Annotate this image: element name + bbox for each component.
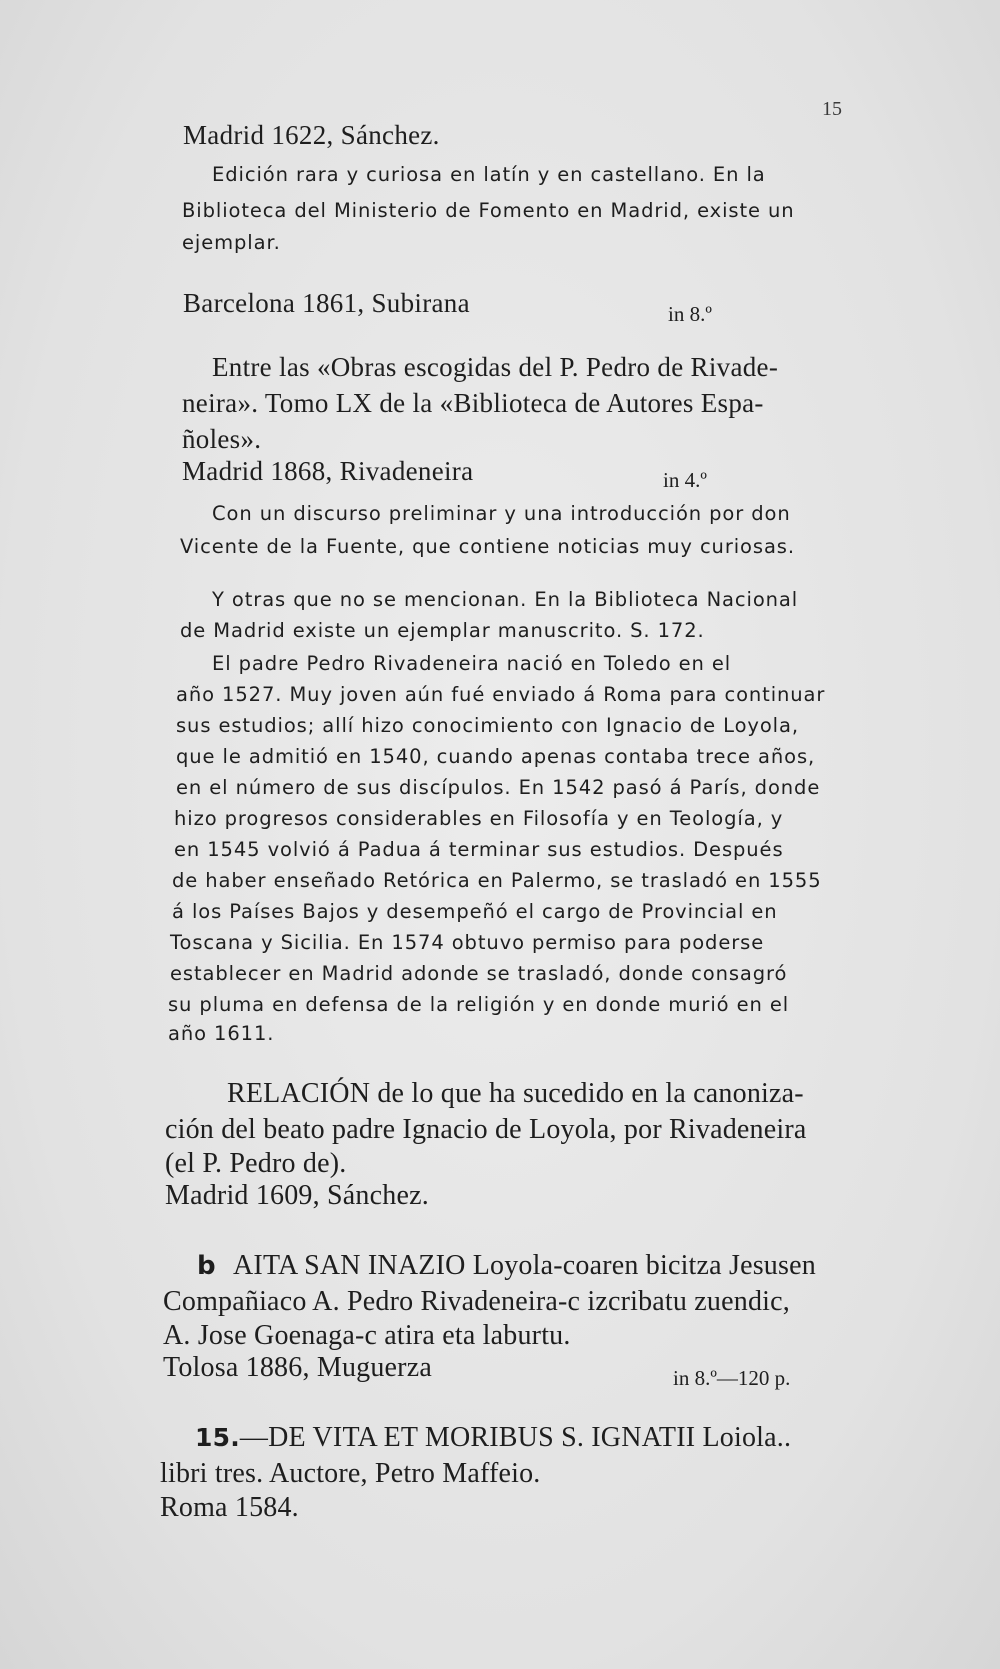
entry-heading-line (197, 1250, 816, 1282)
entry-note: Con un discurso preliminar y una introducción por don (212, 502, 791, 525)
entry-number: 15. (195, 1423, 240, 1452)
bio-line: El padre Pedro Rivadeneira nació en Toledo en el (212, 652, 732, 675)
entry-text: Compañiaco A. Pedro Rivadeneira-c izcribatu zuendic, (163, 1286, 790, 1317)
entry-note: de Madrid existe un ejemplar manuscrito. S. 172. (180, 619, 705, 642)
entry-note: Y otras que no se mencionan. En la Biblioteca Nacional (212, 588, 799, 611)
entry-text: ción del beato padre Ignacio de Loyola, por Rivadeneira (165, 1114, 807, 1145)
entry-text: ñoles». (182, 424, 262, 454)
entry-title: —DE VITA ET MORIBUS S. IGNATII Loiola.. (239, 1422, 792, 1453)
entry-imprint: Roma 1584. (160, 1492, 299, 1523)
entry-text: RELACIÓN de lo que ha sucedido en la canoniza- (227, 1078, 804, 1109)
bio-line: su pluma en defensa de la religión y en donde murió en el (168, 993, 790, 1016)
entry-format: in 8.º (668, 302, 712, 326)
entry-text: libri tres. Auctore, Petro Maffeio. (160, 1458, 541, 1489)
entry-marker: b (197, 1251, 216, 1281)
entry-imprint: Madrid 1622, Sánchez. (183, 120, 440, 150)
entry-note: Vicente de la Fuente, que contiene noticias muy curiosas. (180, 535, 795, 558)
entry-text: A. Jose Goenaga-c atira eta laburtu. (163, 1320, 571, 1351)
bio-line: de haber enseñado Retórica en Palermo, se trasladó en 1555 (172, 869, 822, 892)
page-number: 15 (822, 98, 842, 120)
bio-line: á los Países Bajos y desempeñó el cargo de Provincial en (172, 900, 778, 923)
entry-imprint: Tolosa 1886, Muguerza (163, 1352, 432, 1383)
entry-text: Entre las «Obras escogidas del P. Pedro de Rivade- (212, 352, 779, 382)
bio-line: año 1527. Muy joven aún fué enviado á Roma para continuar (176, 683, 826, 706)
entry-note: Biblioteca del Ministerio de Fomento en Madrid, existe un (182, 199, 795, 222)
bio-line: año 1611. (168, 1022, 275, 1045)
bio-line: sus estudios; allí hizo conocimiento con Ignacio de Loyola, (176, 714, 799, 737)
entry-imprint: Barcelona 1861, Subirana (183, 288, 470, 318)
bio-line: que le admitió en 1540, cuando apenas contaba trece años, (176, 745, 816, 768)
bio-line: establecer en Madrid adonde se trasladó, donde consagró (170, 962, 788, 985)
bio-line: en 1545 volvió á Padua á terminar sus estudios. Después (174, 838, 784, 861)
entry-format: in 4.º (663, 468, 707, 492)
entry-format: in 8.º—120 p. (673, 1366, 791, 1390)
entry-text: (el P. Pedro de). (165, 1148, 347, 1179)
bio-line: hizo progresos considerables en Filosofía y en Teología, y (174, 807, 784, 830)
bio-line: en el número de sus discípulos. En 1542 pasó á París, donde (176, 776, 821, 799)
entry-title: AITA SAN INAZIO Loyola-coaren bicitza Jesusen (233, 1250, 816, 1281)
entry-imprint: Madrid 1609, Sánchez. (165, 1180, 429, 1211)
entry-text: neira». Tomo LX de la «Biblioteca de Autores Espa- (182, 388, 764, 418)
bio-line: Toscana y Sicilia. En 1574 obtuvo permiso para poderse (170, 931, 765, 954)
entry-heading-line (195, 1422, 791, 1454)
entry-note: ejemplar. (182, 231, 281, 254)
entry-imprint: Madrid 1868, Rivadeneira (182, 456, 474, 486)
entry-note: Edición rara y curiosa en latín y en castellano. En la (212, 163, 766, 186)
